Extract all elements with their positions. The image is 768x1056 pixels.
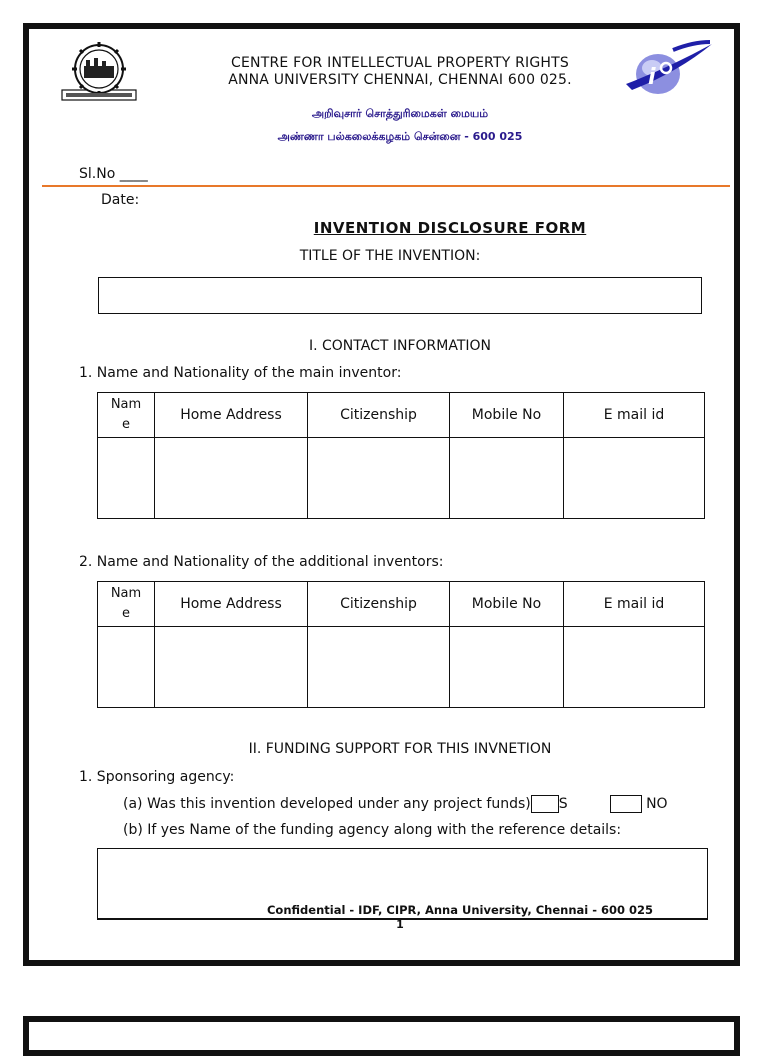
contact-section-heading: I. CONTACT INFORMATION bbox=[308, 338, 491, 354]
page-number: 1 bbox=[396, 918, 404, 931]
funding-agency-question: (b) If yes Name of the funding agency along with the reference details: bbox=[123, 822, 622, 838]
sponsoring-agency-label: 1. Sponsoring agency: bbox=[79, 769, 235, 785]
no-label: NO bbox=[646, 796, 668, 812]
email-cell[interactable] bbox=[564, 438, 705, 519]
column-header-name: Nam e bbox=[98, 582, 155, 627]
tamil-university-address: அண்ணா பல்கலைக்கழகம் சென்னை - 600 025 bbox=[277, 130, 523, 143]
email-cell[interactable] bbox=[564, 627, 705, 708]
confidential-footer: Confidential - IDF, CIPR, Anna University, Chennai - 600 025 bbox=[266, 903, 653, 917]
column-header-address: Home Address bbox=[155, 582, 308, 627]
mobile-cell[interactable] bbox=[450, 627, 564, 708]
column-header-citizenship: Citizenship bbox=[308, 582, 450, 627]
column-header-email: E mail id bbox=[564, 582, 705, 627]
table-row bbox=[98, 438, 705, 519]
header-divider bbox=[42, 185, 730, 187]
additional-inventors-table bbox=[97, 581, 705, 708]
mobile-cell[interactable] bbox=[450, 438, 564, 519]
citizenship-cell[interactable] bbox=[308, 438, 450, 519]
column-header-citizenship: Citizenship bbox=[308, 393, 450, 438]
main-inventor-question: 1. Name and Nationality of the main inventor: bbox=[79, 365, 402, 381]
invention-title-label: TITLE OF THE INVENTION: bbox=[299, 248, 481, 264]
address-cell[interactable] bbox=[155, 627, 308, 708]
column-header-name: Nam e bbox=[98, 393, 155, 438]
table-row bbox=[98, 627, 705, 708]
column-header-email: E mail id bbox=[564, 393, 705, 438]
serial-number-field: Sl.No ____ bbox=[79, 166, 148, 182]
funding-section-heading: II. FUNDING SUPPORT FOR THIS INVNETION bbox=[248, 741, 552, 757]
anna-university-seal-icon bbox=[58, 40, 140, 102]
project-funds-question: (a) Was this invention developed under any project funds) S NO bbox=[123, 796, 668, 812]
form-title: INVENTION DISCLOSURE FORM bbox=[313, 219, 587, 237]
next-page-frame bbox=[23, 1016, 740, 1056]
invention-title-input[interactable] bbox=[98, 277, 702, 314]
column-header-mobile: Mobile No bbox=[450, 393, 564, 438]
citizenship-cell[interactable] bbox=[308, 627, 450, 708]
svg-text:i: i bbox=[648, 65, 656, 90]
date-field: Date: bbox=[101, 192, 140, 208]
centre-name: CENTRE FOR INTELLECTUAL PROPERTY RIGHTS bbox=[231, 55, 569, 71]
yes-label: S bbox=[558, 796, 568, 812]
address-cell[interactable] bbox=[155, 438, 308, 519]
main-inventor-table bbox=[97, 392, 705, 519]
name-cell[interactable] bbox=[98, 438, 155, 519]
no-checkbox[interactable] bbox=[610, 795, 642, 813]
column-header-mobile: Mobile No bbox=[450, 582, 564, 627]
name-cell[interactable] bbox=[98, 627, 155, 708]
university-address: ANNA UNIVERSITY CHENNAI, CHENNAI 600 025. bbox=[228, 72, 572, 88]
yes-checkbox[interactable] bbox=[531, 795, 559, 813]
column-header-address: Home Address bbox=[155, 393, 308, 438]
additional-inventors-question: 2. Name and Nationality of the additional inventors: bbox=[79, 554, 444, 570]
tamil-centre-name: அறிவுசார் சொத்துரிமைகள் மையம் bbox=[311, 107, 489, 120]
